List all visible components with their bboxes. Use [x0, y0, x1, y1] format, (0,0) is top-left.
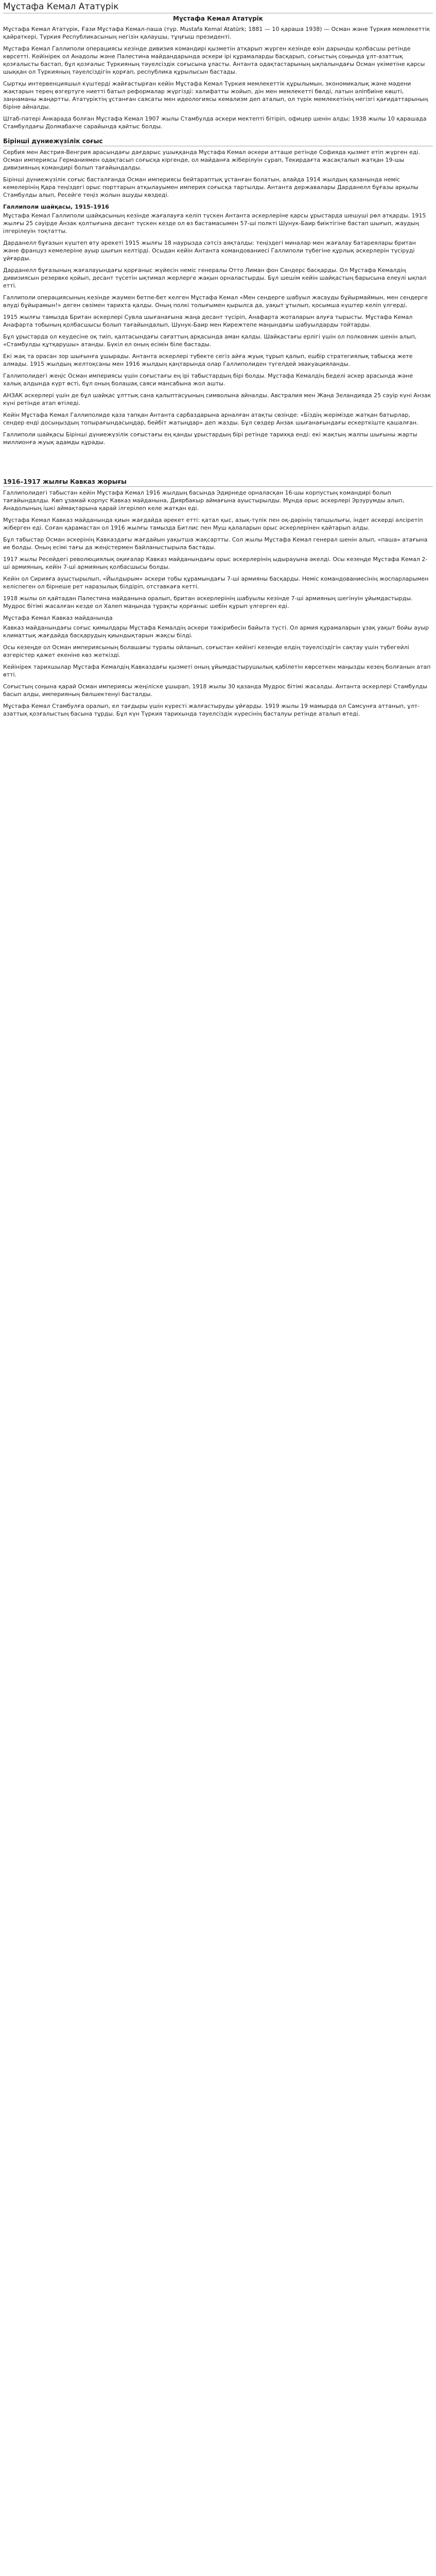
section-heading-gallipoli: Галлиполи шайқасы, 1915–1916 — [3, 204, 109, 210]
lead-paragraph: Сыртқы интервенцияшыл күштерді жайғастырған кейін Мұстафа Кемал Түркия мемлекеттік құрылымын, экономикалық және мәдени жақтарын терең өзгертуге ниетті батыл реформалар жүргізді: халифатты жойып, дін мен мемлекетті бөлді, латын әліпбиіне көшті, заңнаманы жаңартты. Ататүріктің ұстанған саясаты мен идеологиясы кемализм деп аталып, ол түрік мемлекетінің негізгі қағидаттарының біріне айналды. — [3, 80, 428, 110]
lead-paragraph: Мұстафа Кемал Ататүрік, Ғази Мұстафа Кемал-паша (түр. Mustafa Kemal Atatürk; 1881 — 10 қараша 1938) — Осман және Түркия мемлекеттік қайраткері, Түркия Республикасының негізін қалаушы, тұңғыш президенті. — [3, 26, 430, 40]
caucasus-paragraph: Бұл табыстар Осман әскерінің Кавказдағы жағдайын уақытша жақсартты. Сол жылы Мұстафа Кемал генерал шенін алып, «паша» атағына ие болды. Оның есімі тағы да жеңістермен байланыстырыла бастады. — [3, 536, 428, 551]
ww1-paragraph: Сербия мен Австрия-Венгрия арасындағы дағдарыс ушыққанда Мұстафа Кемал әскери атташе ретінде Софияда қызмет етіп жүрген еді. Осман империясы Германиямен одақтасып соғысқа кіргенде, ол майданға жіберілуін сұрап, Текирдағта жасақталып жатқан 19-шы дивизияның командирі болып тағайындалды. — [3, 149, 420, 171]
caucasus-paragraph: Мұстафа Кемал Кавказ майданында қиын жағдайда әрекет етті: қатал қыс, азық-түлік пен оқ-дәрінің тапшылығы, індет әскерді әлсіретіп жіберген еді. Соған қарамастан ол 1916 жылғы тамызда Битлис пен Муш қалаларын орыс әскерлерінен қайтарып алды. — [3, 517, 423, 531]
gallipoli-paragraph: Мұстафа Кемал Галлиполи шайқасының кезінде жағалауға келіп түскен Антанта әскерлеріне қарсы ұрыстарда шешуші рөл атқарды. 1915 жылғы 25 сәуірде Анзак қолтығына десант түскен кезде ол өз бастамасымен 57-ші полкті Шунук-Баир биіктігіне бастап шығып, жаудың ілгерілеуін тоқтатты. — [3, 212, 426, 234]
section-heading-caucasus: 1916–1917 жылғы Кавказ жорығы — [3, 478, 433, 487]
gallipoli-paragraph: Дарданелл бұғазының жағалауындағы қорғаныс жүйесін неміс генералы Отто Лиман фон Сандерс басқарды. Ол Мұстафа Кемалдің дивизиясын резервке қойып, десант түсетін ықтимал жерлерге жақын орналастырды. Бұл шешім кейін шайқастың барысына елеулі ықпал етті. — [3, 267, 427, 289]
caucasus-paragraph: Кейінірек тарихшылар Мұстафа Кемалдің Кавказдағы қызметі оның ұйымдастырушылық қабілетін көрсеткен маңызды кезең болғанын атап өтті. — [3, 664, 431, 678]
caucasus-paragraph: Кейін ол Сирияға ауыстырылып, «Йылдырым» әскери тобы құрамындағы 7-ші армияны басқарды. Неміс командованиесінің жоспарларымен келіспеген ол бірнеше рет наразылық білдіріп, отставкаға кетті. — [3, 575, 429, 590]
gallipoli-paragraph: Дарданелл бұғазын күштеп өту әрекеті 1915 жылғы 18 наурызда сәтсіз аяқталды: теңіздегі миналар мен жағалау батареялары британ және француз кемелеріне ауыр шығын келтірді. Осыдан кейін Антанта командованиесі Галлиполи түбегіне құрлық әскерлерін түсіруді ұйғарды. — [3, 240, 416, 262]
gallipoli-paragraph: Екі жақ та орасан зор шығынға ұшырады. Антанта әскерлері түбекте сегіз айға жуық тұрып қалып, ешбір стратегиялық табысқа жете алмады. 1915 жылдың желтоқсаны мен 1916 жылдың қаңтарында олар Галлиполиден түгелдей эвакуацияланды. — [3, 353, 413, 367]
caucasus-paragraph: Мұстафа Кемал Стамбулға оралып, ел тағдыры үшін күресті жалғастыруды ұйғарды. 1919 жылы 19 мамырда ол Самсунға аттанып, ұлт-азаттық қозғалыстың басына тұрды. Бұл күн Түркия тарихында тәуелсіздік күресінің басталуы ретінде аталып өтеді. — [3, 703, 420, 717]
caucasus-sub-label: Мұстафа Кемал Кавказ майданында — [3, 615, 113, 621]
caucasus-paragraph: Кавказ майданындағы соғыс қимылдары Мұстафа Кемалдің әскери тәжірибесін байыта түсті. Ол армия құрамаларын ұзақ уақыт бойы ауыр климаттық жағдайда басқарудың қиындықтарын жақсы білді. — [3, 624, 429, 639]
lead-paragraph: Штаб-пәтері Анкарада болған Мұстафа Кемал 1907 жылы Стамбулда әскери мектепті бітіріп, офицер шенін алды; 1938 жылы 10 қарашада Стамбулдағы Долмабахче сарайында қайтыс болды. — [3, 115, 427, 130]
page-title: Мұстафа Кемал Ататүрік — [3, 1, 433, 13]
article-page — [0, 0, 436, 725]
gallipoli-paragraph: Галлиполи операциясының кезінде жаумен бетпе-бет келген Мұстафа Кемал «Мен сендерге шабуыл жасауды бұйырмаймын, мен сендерге өлуді бұйырамын!» деген сөзімен тарихта қалды. Оның полкі толығымен қырылса да, уақыт ұтылып, қосымша күштер келіп үлгерді. — [3, 294, 428, 309]
gallipoli-paragraph: Бұл ұрыстарда ол кеудесіне оқ тиіп, қалтасындағы сағаттың арқасында аман қалды. Шайқастағы ерлігі үшін ол полковник шенін алып, «Стамбулды құтқарушы» атанды. Бүкіл ел оның есімін біле бастады. — [3, 333, 417, 348]
gallipoli-paragraph: Кейін Мұстафа Кемал Галлиполиде қаза тапқан Антанта сарбаздарына арналған атақты сөзінде: «Біздің жерімізде жатқан батырлар, сендер енді досыңыздың топырағындасыңдар, бейбіт жатыңдар» деп жазды. Бұл сөздер Анзак шығанағындағы ескерткіште қашалған. — [3, 412, 418, 426]
section-heading-ww1: Бірінші дүниежүзілік соғыс — [3, 138, 433, 146]
gallipoli-paragraph: 1915 жылғы тамызда Британ әскерлері Сувла шығанағына жаңа десант түсіріп, Анафарта жоталарын алуға тырысты. Мұстафа Кемал Анафарта тобының қолбасшысы болып тағайындалып, Шунук-Баир мен Кирежтепе маңындағы шабуылдарды тойтарды. — [3, 314, 413, 328]
gallipoli-paragraph: Галлиполи шайқасы Бірінші дүниежүзілік соғыстағы ең қанды ұрыстардың бірі ретінде тарихқа енді: екі жақтың жалпы шығыны жарты миллионға жуық адамды құрады. — [3, 431, 417, 446]
lead-paragraph: Мұстафа Кемал Галлиполи операциясы кезінде дивизия командирі қызметін атқарып жүрген кезінде өзін дарынды қолбасшы ретінде көрсетті. Кейінірек ол Анадолы және Палестина майдандарында әскери ірі құрамаларды басқарып, соғыстың соңында ұлт-азаттық қозғалысты бастап, бұл қозғалыс Түркияның тәуелсіздік соғысына ұласты. Антанта одақтастарының ықпалындағы Осман үкіметіне қарсы шыққан ол Түркияның тәуелсіздігін қорғап, республика құрылысын бастады. — [3, 45, 425, 75]
infobox-title: Мұстафа Кемал Ататүрік — [173, 15, 263, 22]
caucasus-paragraph: Осы кезеңде ол Осман империясының болашағы туралы ойланып, соғыстан кейінгі кезеңде елдің тәуелсіздігін сақтау үшін түбегейлі өзгерістер қажет екеніне көз жеткізді. — [3, 644, 409, 658]
caucasus-paragraph: 1917 жылы Ресейдегі революциялық оқиғалар Кавказ майданындағы орыс әскерлерінің ыдырауына әкелді. Осы кезеңде Мұстафа Кемал 2-ші армияның, кейін 7-ші армияның қолбасшысы болды. — [3, 556, 428, 570]
ww1-paragraph: Бірінші дүниежүзілік соғыс басталғанда Осман империясы бейтараптық ұстанған болатын, алайда 1914 жылдың қазанында неміс кемелерінің Қара теңіздегі орыс порттарын атқылауымен империя соғысқа тартылды. Антанта державалары Дарданелл бұғазы арқылы Стамбулды алып, Ресейге теңіз жолын ашуды көздеді. — [3, 176, 418, 198]
caucasus-paragraph: 1918 жылы ол қайтадан Палестина майданына оралып, британ әскерлерінің шабуылы кезінде 7-ші армияның шегінуін ұйымдастырды. Мудрос бітімі жасалған кезде ол Халеп маңында тұрақты қорғаныс шебін құрып үлгерген еді. — [3, 595, 413, 609]
gallipoli-paragraph: Галлиполидегі жеңіс Осман империясы үшін соғыстағы ең ірі табыстардың бірі болды. Мұстафа Кемалдің беделі әскер арасында және халық алдында күрт өсті, бұл оның болашақ саяси мансабына жол ашты. — [3, 372, 413, 387]
caucasus-paragraph: Галлиполидегі табыстан кейін Мұстафа Кемал 1916 жылдың басында Эдирнеде орналасқан 16-шы корпустың командирі болып тағайындалды. Көп ұзамай корпус Кавказ майданына, Диярбакыр аймағына ауыстырылды. Мұнда орыс әскерлері Эрзурумды алып, Анадолының ішкі аймақтарына қарай ілгерілеп келе жатқан еді. — [3, 489, 405, 512]
lead-section — [3, 25, 433, 130]
caucasus-paragraph: Соғыстың соңына қарай Осман империясы жеңіліске ұшырап, 1918 жылы 30 қазанда Мудрос бітімі жасалды. Антанта әскерлері Стамбулды басып алды, империяның бөлшектенуі басталды. — [3, 683, 427, 698]
gallipoli-paragraph: АНЗАК әскерлері үшін де бұл шайқас ұлттық сана қалыптасуының символына айналды. Австралия мен Жаңа Зеландияда 25 сәуір күні Анзак күні ретінде атап өтіледі. — [3, 392, 431, 406]
section-spacer — [3, 450, 433, 471]
